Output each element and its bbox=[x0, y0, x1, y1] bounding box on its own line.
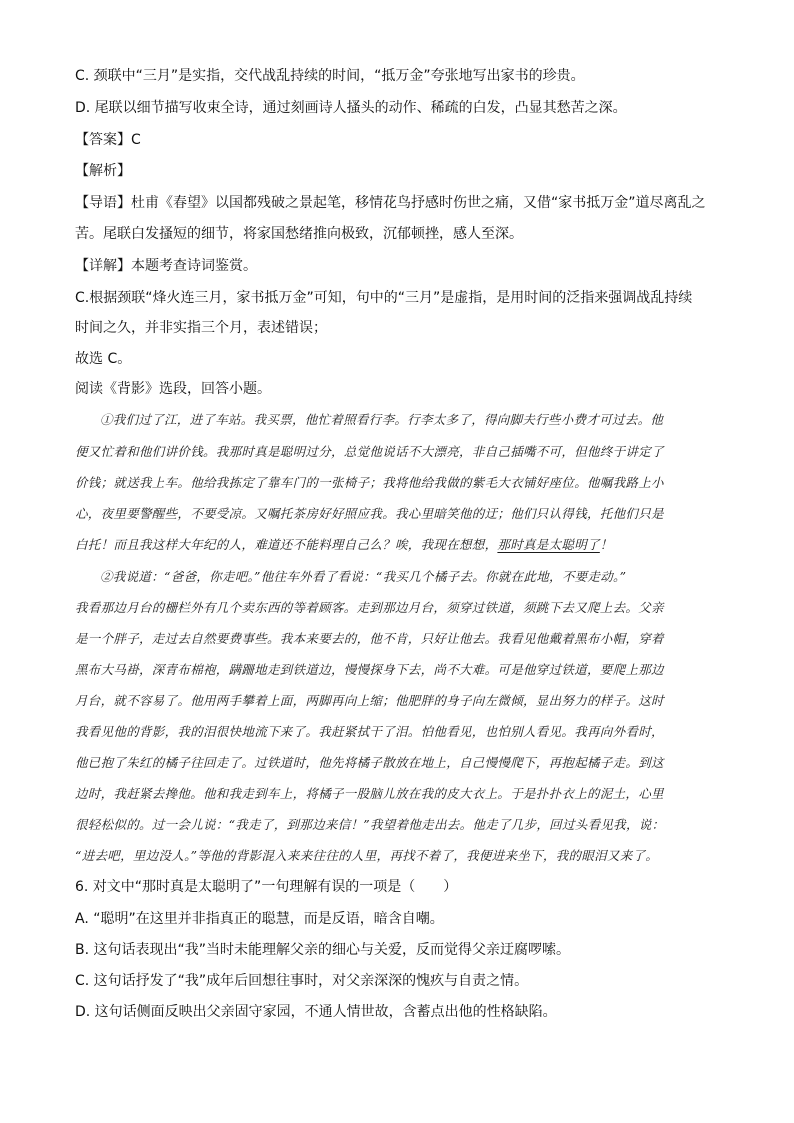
passage-2-line: 是一个胖子，走过去自然要费事些。我本来要去的，他不肯，只好让他去。我看见他戴着黑布小帽，穿着 bbox=[75, 631, 664, 646]
passage-2-line: 他已抱了朱红的橘子往回走了。过铁道时，他先将橘子散放在地上，自己慢慢爬下，再抱起橘子走。到这 bbox=[75, 755, 664, 770]
passage-1-line: 价钱；就送我上车。他给我拣定了靠车门的一张椅子；我将他给我做的紫毛大衣铺好座位。他嘱我路上小 bbox=[75, 475, 664, 490]
question-6-stem: 6. 对文中“那时真是太聪明了”一句理解有误的一项是（ ） bbox=[75, 879, 458, 895]
detail-tag: 【详解】 bbox=[75, 258, 131, 274]
passage-2-line: ②我说道：“爸爸，你走吧。”他往车外看了看说：“我买几个橘子去。你就在此地，不要走动。” bbox=[100, 569, 627, 584]
detail-text: 本题考查诗词鉴赏。 bbox=[131, 258, 257, 274]
reading-intro: 阅读《背影》选段，回答小题。 bbox=[75, 381, 271, 397]
passage-2-line: “进去吧，里边没人。”等他的背影混入来来往往的人里，再找不着了，我便进来坐下，我的眼泪又来了。 bbox=[75, 848, 659, 863]
passage-2-line: 边时，我赶紧去搀他。他和我走到车上，将橘子一股脑儿放在我的皮大衣上。于是扑扑衣上的泥土，心里 bbox=[75, 786, 664, 801]
passage-1-last-pre: 白托！而且我这样大年纪的人，难道还不能料理自己么？唉，我现在想想， bbox=[75, 537, 498, 552]
detail-explanation-1: C.根据颈联“烽火连三月，家书抵万金”可知，句中的“三月”是虚指，是用时间的泛指来强调战乱持续 bbox=[75, 290, 693, 306]
detail-conclusion: 故选 C。 bbox=[75, 351, 132, 367]
analysis-tag: 【解析】 bbox=[75, 163, 131, 179]
passage-1-line: ①我们过了江，进了车站。我买票，他忙着照看行李。行李太多了，得向脚夫行些小费才可过去。他 bbox=[100, 412, 664, 427]
guide-text-1: 杜甫《春望》以国都残破之景起笔，移情花鸟抒感时伤世之痛，又借“家书抵万金”道尽离乱之 bbox=[131, 195, 706, 211]
passage-1-last-line bbox=[75, 535, 730, 555]
option-d-previous: D. 尾联以细节描写收束全诗，通过刻画诗人搔头的动作、稀疏的白发，凸显其愁苦之深。 bbox=[75, 100, 627, 116]
passage-2-line: 很轻松似的。过一会儿说：“我走了，到那边来信！”我望着他走出去。他走了几步，回过头看见我，说： bbox=[75, 817, 665, 832]
question-6-option-c: C. 这句话抒发了“我”成年后回想往事时，对父亲深深的愧疚与自责之情。 bbox=[75, 973, 529, 989]
detail-explanation-2: 时间之久，并非实指三个月，表述错误； bbox=[75, 320, 327, 336]
question-6-option-a: A. “聪明”在这里并非指真正的聪慧，而是反语，暗含自嘲。 bbox=[75, 911, 444, 927]
question-6-option-b: B. 这句话表现出“我”当时未能理解父亲的细心与关爱，反而觉得父亲迂腐啰嗦。 bbox=[75, 942, 571, 958]
passage-1-line: 便又忙着和他们讲价钱。我那时真是聪明过分，总觉他说话不大漂亮，非自己插嘴不可，但他终于讲定了 bbox=[75, 444, 664, 459]
guide-line-2: 苦。尾联白发搔短的细节，将家国愁绪推向极致，沉郁顿挫，感人至深。 bbox=[75, 226, 523, 242]
detail-line bbox=[75, 256, 725, 276]
answer-tag: 【答案】 bbox=[75, 132, 131, 148]
guide-tag: 【导语】 bbox=[75, 195, 131, 211]
passage-2-line: 黑布大马褂，深青布棉袍，蹒跚地走到铁道边，慢慢探身下去，尚不大难。可是他穿过铁道，要爬上那边 bbox=[75, 662, 664, 677]
answer-value: C bbox=[131, 132, 141, 148]
passage-2-line: 我看见他的背影，我的泪很快地流下来了。我赶紧拭干了泪。怕他看见，也怕别人看见。我再向外看时， bbox=[75, 724, 664, 739]
guide-line-1 bbox=[75, 193, 725, 213]
answer-line bbox=[75, 130, 725, 150]
passage-1-line: 心，夜里要警醒些，不要受凉。又嘱托茶房好好照应我。我心里暗笑他的迂；他们只认得钱，托他们只是 bbox=[75, 506, 664, 521]
passage-1-last-post: ！ bbox=[599, 537, 613, 552]
question-6-option-d: D. 这句话侧面反映出父亲固守家园，不通人情世故，含蓄点出他的性格缺陷。 bbox=[75, 1004, 557, 1020]
option-c-previous: C. 颈联中“三月”是实指，交代战乱持续的时间，“抵万金”夸张地写出家书的珍贵。 bbox=[75, 68, 585, 84]
underlined-sentence: 那时真是太聪明了 bbox=[497, 537, 600, 552]
passage-2-line: 我看那边月台的栅栏外有几个卖东西的等着顾客。走到那边月台，须穿过铁道，须跳下去又爬上去。父亲 bbox=[75, 600, 664, 615]
passage-2-line: 月台，就不容易了。他用两手攀着上面，两脚再向上缩；他肥胖的身子向左微倾，显出努力的样子。这时 bbox=[75, 693, 664, 708]
